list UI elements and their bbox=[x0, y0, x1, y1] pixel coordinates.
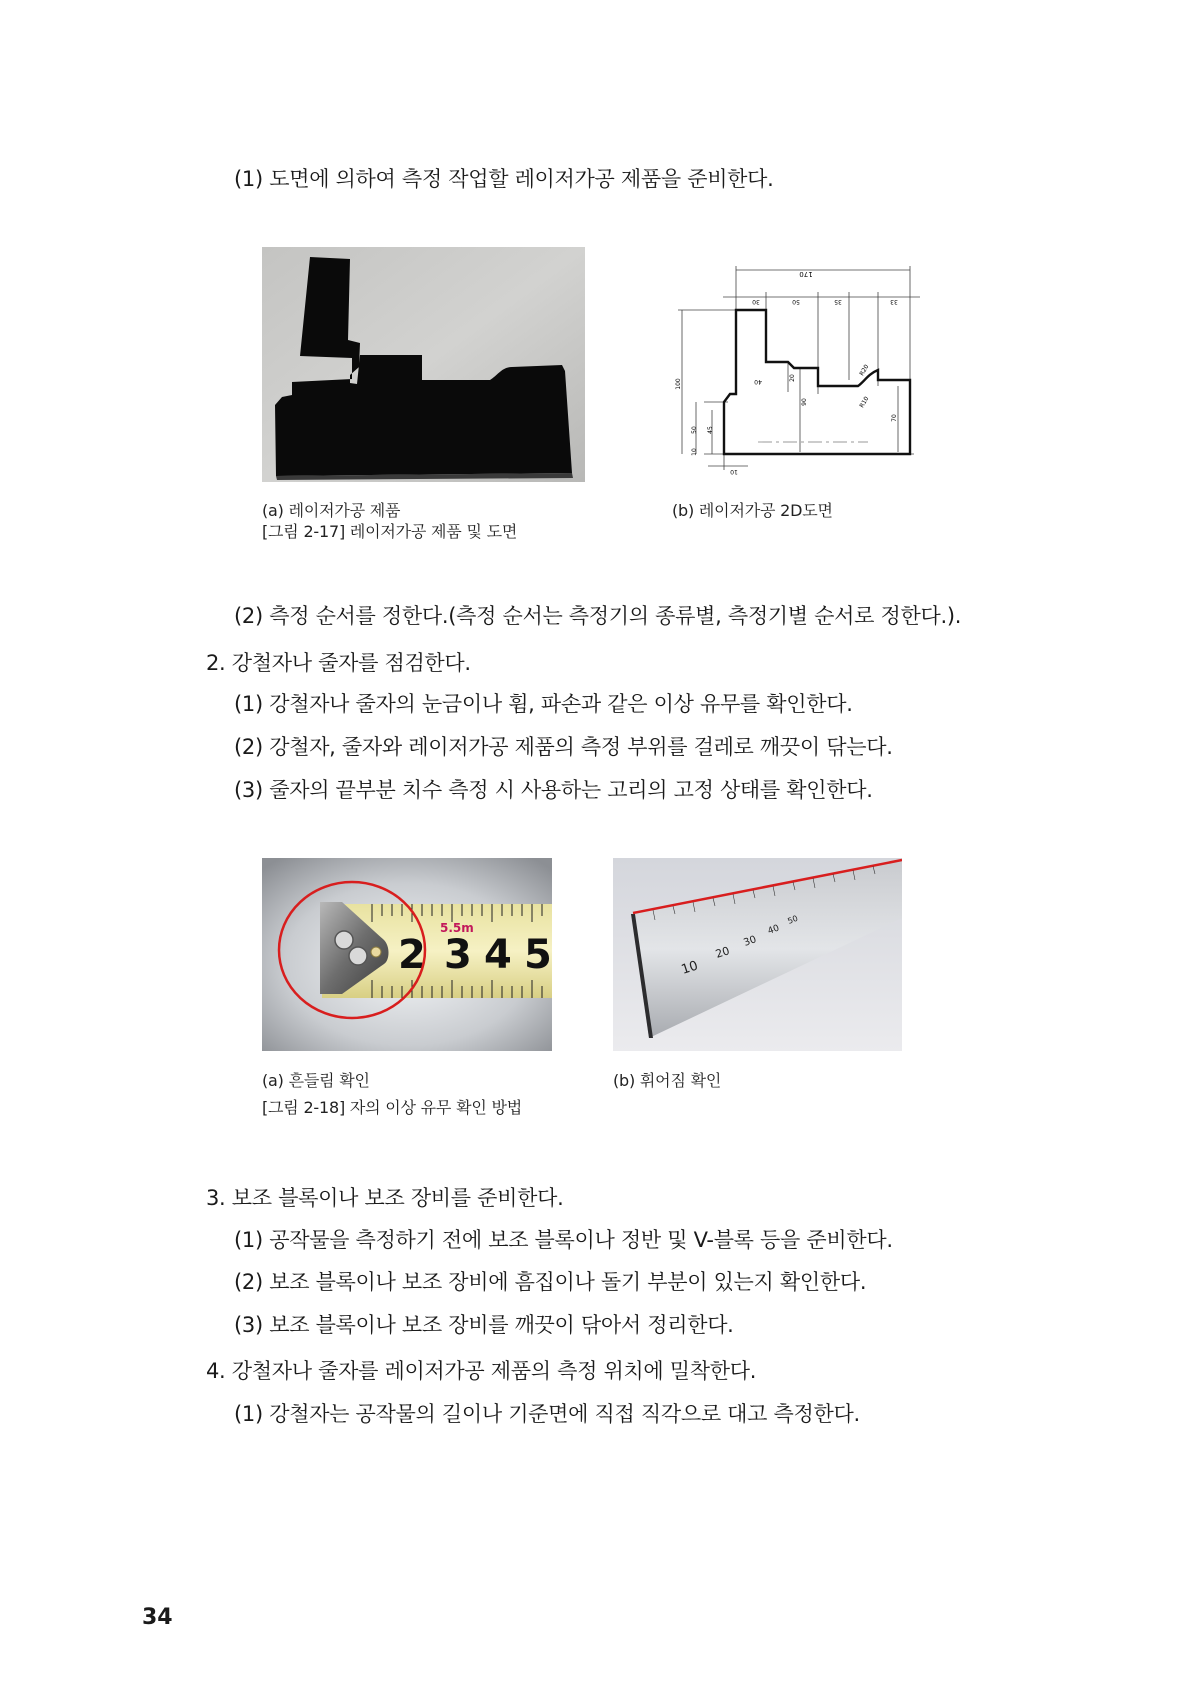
dim-70: 70 bbox=[891, 414, 898, 422]
page-number: 34 bbox=[142, 1605, 173, 1630]
dim-50: 50 bbox=[792, 298, 800, 305]
ruler-number-40: 40 bbox=[766, 923, 781, 937]
dim-10-left: 10 bbox=[691, 448, 698, 456]
step-4-1: (1) 강철자는 공작물의 길이나 기준면에 직접 직각으로 대고 측정한다. bbox=[234, 1402, 860, 1426]
dim-50-left: 50 bbox=[691, 426, 698, 434]
heading-4: 4. 강철자나 줄자를 레이저가공 제품의 측정 위치에 밀착한다. bbox=[206, 1359, 757, 1383]
step-2-1: (1) 강철자나 줄자의 눈금이나 휨, 파손과 같은 이상 유무를 확인한다. bbox=[234, 692, 853, 716]
tape-digit-4: 4 bbox=[484, 932, 512, 978]
step-2-3: (3) 줄자의 끝부분 치수 측정 시 사용하는 고리의 고정 상태를 확인한다. bbox=[234, 778, 873, 802]
tape-brand-label: 5.5m bbox=[440, 921, 474, 935]
ruler-number-50: 50 bbox=[786, 913, 800, 926]
fig-2-17-title: [그림 2-17] 레이저가공 제품 및 도면 bbox=[262, 522, 518, 541]
dim-r20: R20 bbox=[858, 363, 871, 378]
ruler-number-20: 20 bbox=[713, 944, 732, 961]
tape-digit-2: 2 bbox=[398, 932, 426, 978]
tape-digit-3: 3 bbox=[444, 932, 472, 978]
dim-10-bottom: 10 bbox=[730, 468, 738, 475]
step-3-3: (3) 보조 블록이나 보조 장비를 깨끗이 닦아서 정리한다. bbox=[234, 1313, 734, 1337]
fig-2-18-caption-a: (a) 흔들림 확인 bbox=[262, 1071, 370, 1090]
step-1-1: (1) 도면에 의하여 측정 작업할 레이저가공 제품을 준비한다. bbox=[234, 167, 774, 191]
dim-90: 90 bbox=[801, 398, 808, 406]
heading-3: 3. 보조 블록이나 보조 장비를 준비한다. bbox=[206, 1186, 564, 1210]
laser-part-photo bbox=[262, 247, 585, 482]
step-3-1: (1) 공작물을 측정하기 전에 보조 블록이나 정반 및 V-블록 등을 준비한다. bbox=[234, 1228, 893, 1252]
fig-2-18-caption-b: (b) 휘어짐 확인 bbox=[613, 1071, 722, 1090]
tape-measure-photo bbox=[262, 858, 552, 1051]
fig-2-17-caption-b: (b) 레이저가공 2D도면 bbox=[672, 501, 833, 520]
dim-33: 33 bbox=[890, 298, 898, 305]
heading-2: 2. 강철자나 줄자를 점검한다. bbox=[206, 651, 471, 675]
dim-100: 100 bbox=[675, 378, 682, 390]
step-3-2: (2) 보조 블록이나 보조 장비에 흠집이나 돌기 부분이 있는지 확인한다. bbox=[234, 1270, 867, 1294]
steel-ruler-photo bbox=[613, 858, 902, 1051]
dim-45: 45 bbox=[707, 426, 714, 434]
fig-2-18-title: [그림 2-18] 자의 이상 유무 확인 방법 bbox=[262, 1098, 522, 1117]
dim-40: 40 bbox=[754, 378, 762, 385]
tape-digit-5: 5 bbox=[524, 932, 552, 978]
laser-part-2d-drawing bbox=[668, 262, 930, 478]
dim-170: 170 bbox=[799, 270, 813, 278]
dim-35: 35 bbox=[834, 298, 842, 305]
dim-30: 30 bbox=[752, 298, 760, 305]
ruler-number-10: 10 bbox=[679, 958, 700, 978]
step-1-2: (2) 측정 순서를 정한다.(측정 순서는 측정기의 종류별, 측정기별 순서로 정한다.). bbox=[234, 604, 962, 628]
dim-20: 20 bbox=[789, 374, 796, 382]
fig-2-17-caption-a: (a) 레이저가공 제품 bbox=[262, 501, 401, 520]
dim-r10: R10 bbox=[858, 395, 871, 410]
ruler-number-30: 30 bbox=[742, 934, 758, 949]
step-2-2: (2) 강철자, 줄자와 레이저가공 제품의 측정 부위를 걸레로 깨끗이 닦는다. bbox=[234, 735, 893, 759]
